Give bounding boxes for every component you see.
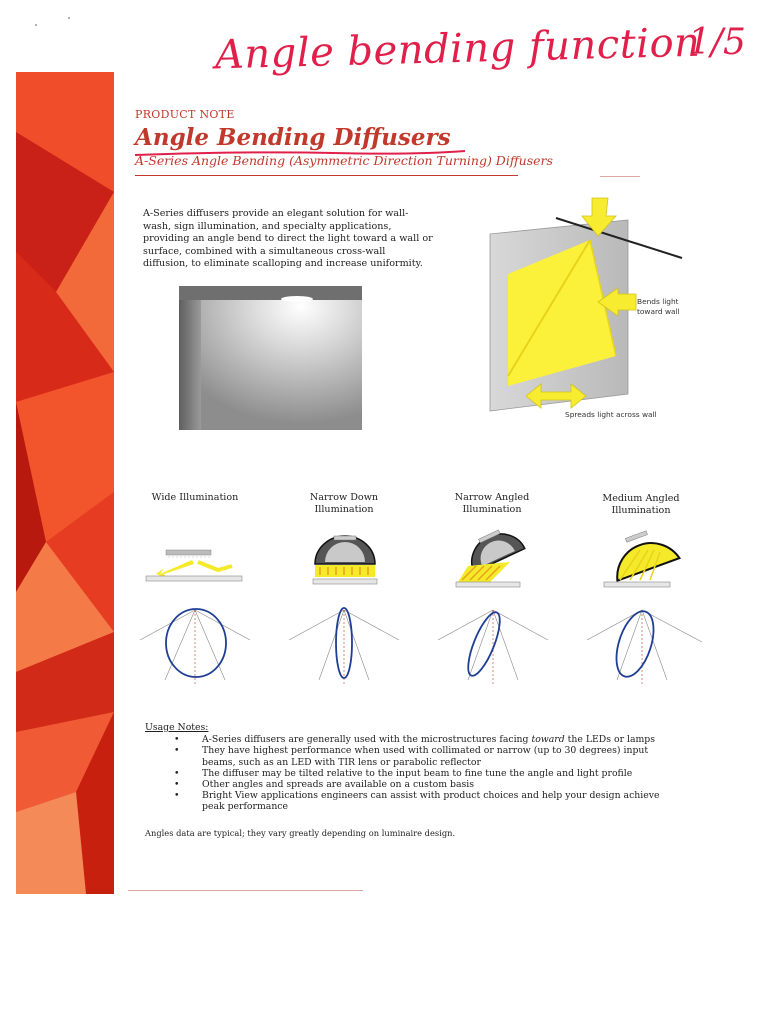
intro-paragraph: A-Series diffusers provide an elegant solution for wall-wash, sign illumination, and specialty applications, providing an angle bend to direct the light toward a wall or surface, combined with a simultaneous cross-wall diffusion, to eliminate scalloping and increase uniformity. [143, 208, 433, 269]
scan-speck [68, 17, 70, 19]
decorative-side-banner [16, 72, 114, 894]
narrow-down-polar-plot [279, 600, 409, 690]
medium-angled-polar-plot [577, 600, 707, 690]
wide-polar-plot [130, 600, 260, 690]
option-label-narrow-down: Narrow Down Illumination [309, 492, 379, 515]
medium-angled-icon [590, 530, 700, 590]
footnote: Angles data are typical; they vary greatly depending on luminaire design. [145, 828, 456, 838]
option-label-medium-angled: Medium Angled Illumination [602, 493, 680, 516]
document-title: Angle Bending Diffusers [135, 124, 451, 151]
scan-speck [35, 24, 37, 26]
divider [135, 175, 518, 176]
bends-light-label: Bends light toward wall [637, 297, 680, 316]
wide-illumination-icon [140, 530, 250, 590]
usage-notes [145, 722, 665, 813]
divider [128, 890, 363, 891]
document-subtitle: A-Series Angle Bending (Asymmetric Direction Turning) Diffusers [135, 153, 553, 168]
spreads-light-label: Spreads light across wall [565, 410, 657, 419]
divider [600, 176, 640, 177]
product-note-kicker: PRODUCT NOTE [135, 108, 235, 121]
narrow-down-icon [290, 530, 400, 590]
narrow-angled-polar-plot [428, 600, 558, 690]
usage-note-item: • A-Series diffusers are generally used with the microstructures facing toward the LEDs or lamps [186, 734, 665, 745]
usage-notes-heading: Usage Notes: [145, 722, 209, 733]
wall-wash-photo [179, 286, 362, 430]
handwritten-title: Angle bending function [214, 19, 701, 79]
option-label-wide: Wide Illumination [151, 492, 239, 503]
usage-note-item: • The diffuser may be tilted relative to the input beam to fine tune the angle and light profile [186, 768, 665, 779]
usage-note-item: • Bright View applications engineers can assist with product choices and help your design achieve peak performance [186, 790, 665, 812]
usage-notes-list [145, 734, 665, 812]
usage-note-item: • Other angles and spreads are available on a custom basis [186, 779, 665, 790]
option-label-narrow-angled: Narrow Angled Illumination [454, 492, 530, 515]
usage-note-item: • They have highest performance when used with collimated or narrow (up to 30 degrees) input beams, such as an LED with TIR lens or parabolic reflector [186, 745, 665, 767]
narrow-angled-icon [440, 528, 550, 588]
handwritten-page-number: 1/5 [688, 22, 746, 63]
